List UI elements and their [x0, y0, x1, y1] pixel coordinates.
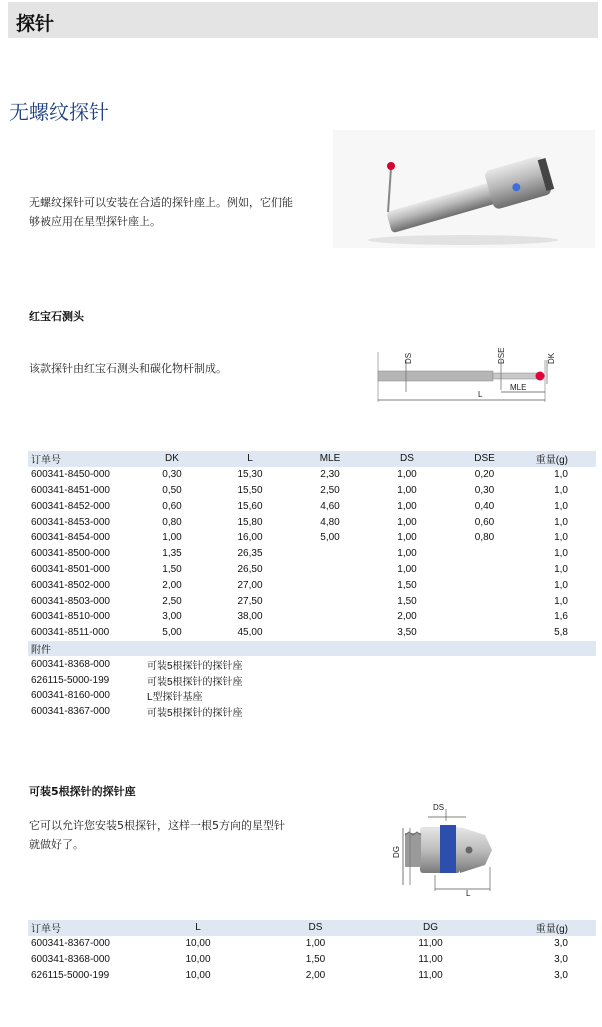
table-row [28, 577, 596, 593]
table-cell: 1,0 [554, 548, 568, 560]
section-description: 无螺纹探针可以安装在合适的探针座上。例如，它们能 够被应用在星型探针座上。 [29, 196, 293, 228]
table-row [28, 498, 596, 514]
mle-label: MLE [510, 383, 527, 392]
table-cell: 1,00 [305, 938, 326, 950]
column-header: 订单号 [28, 451, 135, 467]
table-cell: 1,0 [554, 469, 568, 481]
column-header: DS [369, 451, 445, 467]
dimension-drawing [360, 310, 595, 405]
table-cell: 5,8 [554, 627, 568, 639]
table-cell: 1,00 [397, 563, 417, 575]
table-row [28, 483, 596, 499]
table-row [28, 936, 596, 952]
table-cell: 600341-8452-000 [31, 500, 110, 512]
table-cell: 600341-8501-000 [31, 563, 110, 575]
table-cell: 1,00 [162, 532, 182, 544]
table-cell: 1,00 [397, 484, 417, 496]
table-cell: 10,00 [185, 969, 211, 981]
table-cell: 15,60 [237, 500, 263, 512]
table-cell: 0,30 [474, 484, 495, 496]
table-cell: 1,0 [554, 484, 568, 496]
table-cell: 1,00 [397, 516, 417, 528]
table-cell: 2,50 [320, 484, 340, 496]
holder-description: 它可以允许您安装5根探针，这样一根5方向的星型针 就做好了。 [29, 819, 285, 851]
column-header: MLE [291, 451, 369, 467]
table-cell [291, 562, 369, 578]
table-cell: 0,30 [162, 469, 182, 481]
table-cell: 0,80 [162, 516, 182, 528]
stylus-dimension-diagram [360, 310, 595, 405]
accessory-order-number: 600341-8367-000 [31, 706, 110, 718]
stylus-photo [333, 130, 595, 248]
table-cell: 3,0 [554, 938, 568, 950]
table-row [28, 952, 596, 968]
table-cell: 600341-8453-000 [31, 516, 110, 528]
table-cell: 10,00 [185, 953, 211, 965]
accessory-order-number: 600341-8368-000 [31, 658, 110, 670]
table-cell: 38,00 [237, 611, 263, 623]
table-cell: 26,35 [237, 548, 263, 560]
table-cell: 11,00 [418, 969, 443, 981]
table-cell: 16,00 [237, 532, 263, 544]
table-cell: 1,0 [554, 595, 568, 607]
table-cell: 2,30 [320, 469, 340, 481]
table-cell: 4,60 [320, 500, 340, 512]
accessory-row [28, 704, 596, 720]
table-cell: 626115-5000-199 [31, 969, 110, 981]
table-cell: 1,0 [554, 563, 568, 575]
table-cell: 15,80 [237, 516, 263, 528]
accessory-description: 可装5根探针的探针座 [147, 660, 243, 672]
table-cell: 1,50 [397, 595, 417, 607]
table-cell: 5,00 [320, 532, 340, 544]
table-cell: 600341-8454-000 [31, 532, 110, 544]
table-cell: 1,00 [397, 532, 417, 544]
table-cell: 600341-8368-000 [31, 953, 110, 965]
table-cell: 10,00 [185, 938, 211, 950]
table-cell: 1,0 [554, 532, 568, 544]
ds-label: DS [433, 803, 445, 812]
table-cell: 11,00 [418, 953, 443, 965]
accessory-row [28, 656, 596, 672]
table-cell: 0,60 [162, 500, 182, 512]
table-cell: 2,00 [305, 969, 326, 981]
table-row [28, 467, 596, 483]
table-cell [291, 625, 369, 641]
table-cell: 45,00 [237, 627, 263, 639]
accessory-row [28, 688, 596, 704]
table-row [28, 967, 596, 983]
table-cell: 1,0 [554, 516, 568, 528]
table-cell: 600341-8367-000 [31, 938, 110, 950]
table-cell: 0,50 [162, 484, 182, 496]
table-cell: 600341-8450-000 [31, 469, 110, 481]
table-cell: 1,00 [397, 548, 417, 560]
table-cell: 15,30 [237, 469, 263, 481]
ruby-stylus-table [28, 451, 596, 720]
holder-dimension-diagram [360, 795, 595, 905]
table-cell: 1,0 [554, 500, 568, 512]
table-row [28, 562, 596, 578]
table-cell: 3,50 [397, 627, 417, 639]
accessory-order-number: 626115-5000-199 [31, 674, 110, 686]
table-cell: 600341-8502-000 [31, 579, 110, 591]
dk-label: DK [547, 352, 556, 364]
table-row [28, 514, 596, 530]
table-cell: 15,50 [237, 484, 263, 496]
column-header: L [209, 451, 291, 467]
ds-label: DS [404, 352, 413, 364]
ruby-heading: 红宝石测头 [29, 310, 84, 323]
table-cell [291, 577, 369, 593]
table-cell: 2,00 [162, 579, 182, 591]
column-header: DG [373, 920, 488, 936]
accessories-label: 附件 [28, 641, 596, 657]
column-header: DS [258, 920, 373, 936]
accessory-description: 可装5根探针的探针座 [147, 676, 243, 688]
accessory-row [28, 672, 596, 688]
table-cell: 1,6 [554, 611, 568, 623]
table-cell: 600341-8451-000 [31, 484, 110, 496]
accessory-description: L型探针基座 [147, 692, 203, 704]
table-row [28, 530, 596, 546]
table-header-row [28, 451, 596, 467]
l-label: L [466, 889, 471, 898]
table-cell: 600341-8510-000 [31, 611, 110, 623]
l-label: L [478, 390, 483, 399]
table-cell: 1,50 [305, 953, 326, 965]
section-title: 无螺纹探针 [9, 100, 109, 124]
table-cell: 1,50 [162, 563, 182, 575]
table-row [28, 546, 596, 562]
table-row [28, 625, 596, 641]
dse-label: DSE [497, 347, 506, 364]
holder-drawing [360, 795, 595, 905]
table-cell [445, 546, 524, 562]
table-cell: 27,50 [237, 595, 263, 607]
table-cell: 27,00 [237, 579, 263, 591]
table-cell: 0,60 [474, 516, 495, 528]
table-row [28, 609, 596, 625]
accessory-order-number: 600341-8160-000 [31, 690, 110, 702]
table-row [28, 593, 596, 609]
table-cell: 0,40 [474, 500, 495, 512]
table-cell [291, 593, 369, 609]
table-cell: 1,50 [397, 579, 417, 591]
table-cell [445, 577, 524, 593]
table-cell: 600341-8511-000 [31, 627, 110, 639]
holder-heading: 可装5根探针的探针座 [29, 785, 136, 798]
table-cell: 600341-8503-000 [31, 595, 110, 607]
column-header: DSE [445, 451, 524, 467]
table-cell: 26,50 [237, 563, 263, 575]
table-cell: 1,00 [397, 469, 417, 481]
column-header: 订单号 [28, 920, 138, 936]
table-cell: 2,50 [162, 595, 182, 607]
column-header: 重量(g) [524, 451, 596, 467]
table-cell [445, 609, 524, 625]
table-cell: 5,00 [162, 627, 182, 639]
table-cell: 2,00 [397, 611, 417, 623]
table-cell: 1,0 [554, 579, 568, 591]
table-cell [291, 609, 369, 625]
table-cell: 3,00 [162, 611, 182, 623]
table-cell: 3,0 [554, 969, 568, 981]
table-header-row [28, 920, 596, 936]
column-header: DK [135, 451, 209, 467]
table-cell: 0,80 [474, 532, 495, 544]
table-cell: 0,20 [474, 469, 495, 481]
accessories-header-row [28, 641, 596, 657]
column-header: L [138, 920, 258, 936]
page-header [8, 2, 598, 38]
accessory-description: 可装5根探针的探针座 [147, 708, 243, 720]
stylus-product-image [333, 130, 595, 248]
table-cell: 600341-8500-000 [31, 548, 110, 560]
column-header: 重量(g) [488, 920, 596, 936]
table-cell: 3,0 [554, 953, 568, 965]
table-cell: 11,00 [418, 938, 443, 950]
table-cell: 4,80 [320, 516, 340, 528]
table-cell: 1,00 [397, 500, 417, 512]
table-cell [445, 625, 524, 641]
table-cell [445, 593, 524, 609]
holder-table [28, 920, 596, 983]
table-cell: 1,35 [162, 548, 182, 560]
dg-label: DG [392, 846, 401, 858]
table-cell [291, 546, 369, 562]
ruby-description: 该款探针由红宝石测头和碳化物杆制成。 [29, 362, 227, 375]
page-title: 探针 [16, 13, 55, 35]
table-cell [445, 562, 524, 578]
